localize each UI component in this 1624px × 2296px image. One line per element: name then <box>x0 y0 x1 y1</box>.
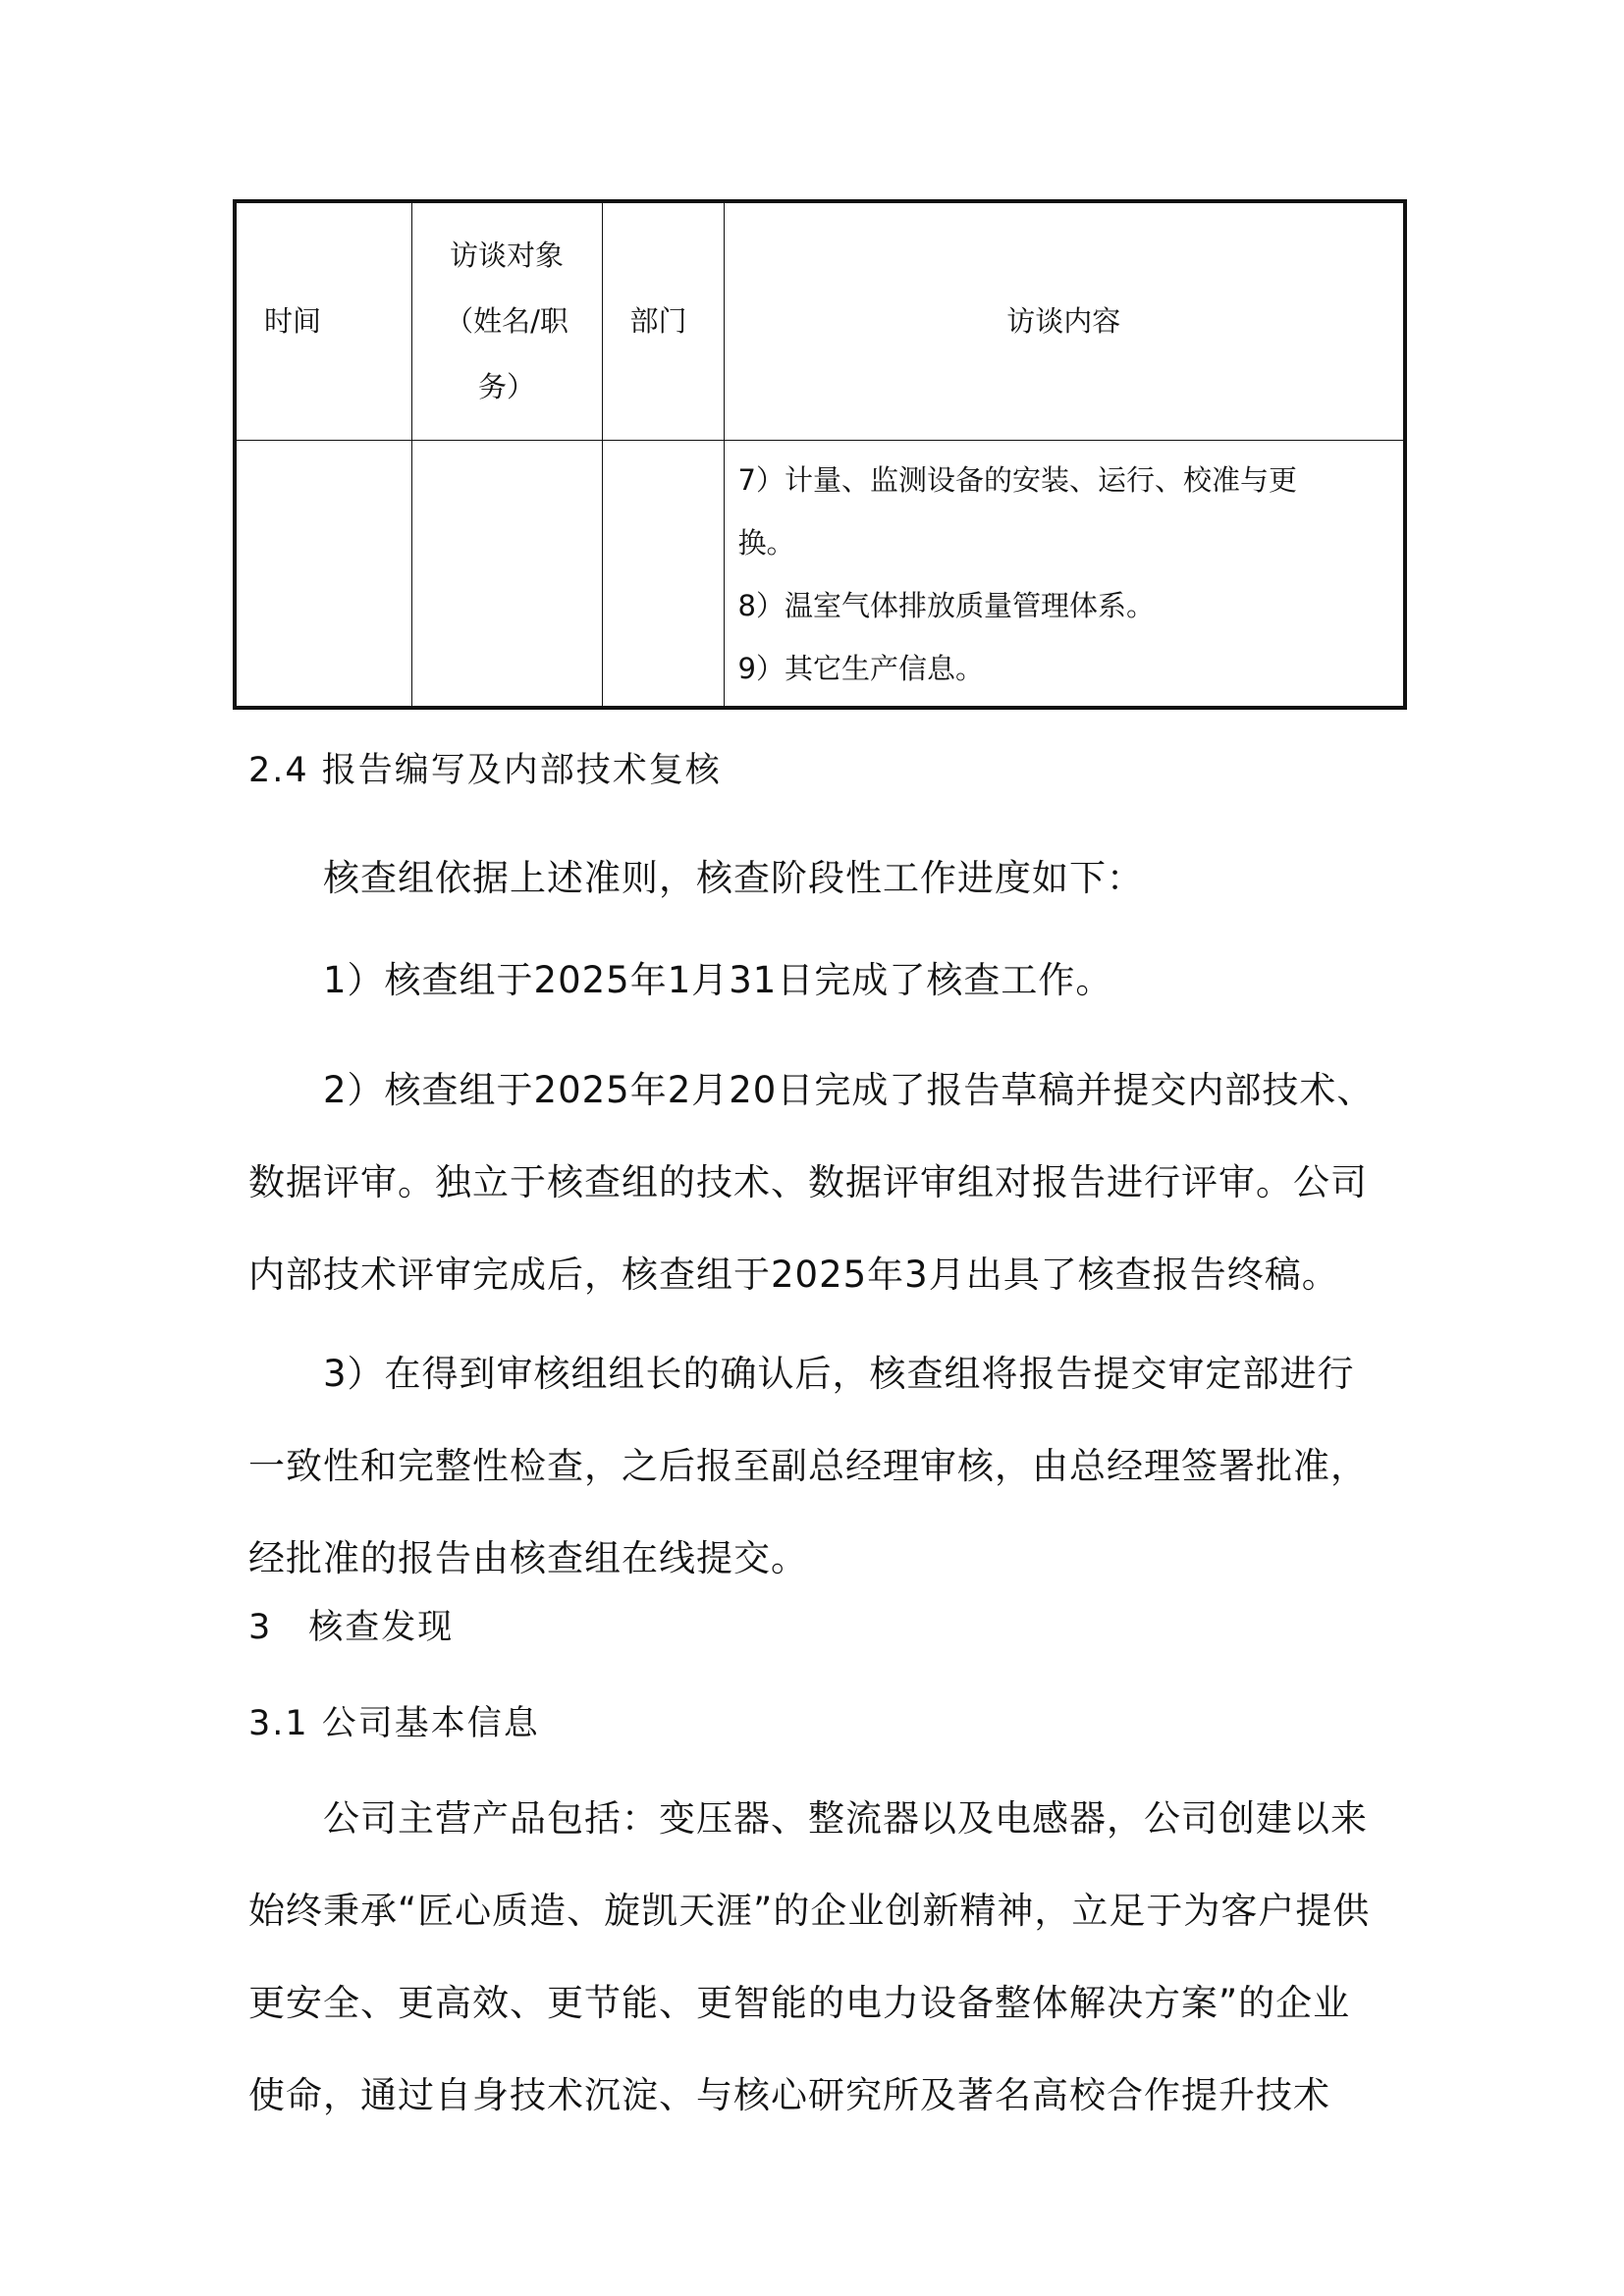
content-line-2: 换。 <box>737 526 795 560</box>
section-3-1-paragraph: 公司主营产品包括：变压器、整流器以及电感器，公司创建以来始终秉承“匠心质造、旋凯天涯”的企业创新精神，立足于为客户提供更安全、更高效、更节能、更智能的电力设备整体解决方案”的企业使命，通过自身技术沉淀、与核心研究所及著名高校合作提升技术 <box>248 1797 1371 2116</box>
cell-department <box>602 441 724 709</box>
content-line-3: 8）温室气体排放质量管理体系。 <box>737 589 1155 622</box>
header-interviewee-line-2: （姓名/职 <box>445 304 568 338</box>
header-time: 时间 <box>235 201 411 441</box>
section-2-4-intro: 核查组依据上述准则，核查阶段性工作进度如下： <box>323 857 1144 899</box>
table-row <box>235 441 1405 709</box>
header-content: 访谈内容 <box>724 201 1405 441</box>
interview-table <box>233 199 1407 710</box>
header-interviewee-line-3: 务） <box>477 370 535 403</box>
header-department: 部门 <box>602 201 724 441</box>
content-line-4: 9）其它生产信息。 <box>737 652 984 685</box>
section-2-4-title: 2.4 报告编写及内部技术复核 <box>248 751 722 790</box>
content-line-1: 7）计量、监测设备的安装、运行、校准与更 <box>737 463 1297 497</box>
cell-time <box>235 441 411 709</box>
cell-interviewee <box>411 441 602 709</box>
header-interviewee <box>411 201 602 441</box>
section-3-title: 3 核查发现 <box>248 1608 455 1647</box>
section-2-4-item-1: 1）核查组于2025年1月31日完成了核查工作。 <box>323 959 1113 1001</box>
cell-content <box>724 441 1405 709</box>
section-2-4-item-3: 3）在得到审核组组长的确认后，核查组将报告提交审定部进行一致性和完整性检查，之后报至副总经理审核，由总经理签署批准，经批准的报告由核查组在线提交。 <box>248 1353 1368 1579</box>
table-header-row <box>235 201 1405 441</box>
section-2-4-item-2: 2）核查组于2025年2月20日完成了报告草稿并提交内部技术、数据评审。独立于核查组的技术、数据评审组对报告进行评审。公司内部技术评审完成后，核查组于2025年3月出具了核查报告终稿。 <box>248 1069 1375 1296</box>
header-interviewee-line-1: 访谈对象 <box>449 239 564 272</box>
section-3-1-title: 3.1 公司基本信息 <box>248 1704 540 1743</box>
